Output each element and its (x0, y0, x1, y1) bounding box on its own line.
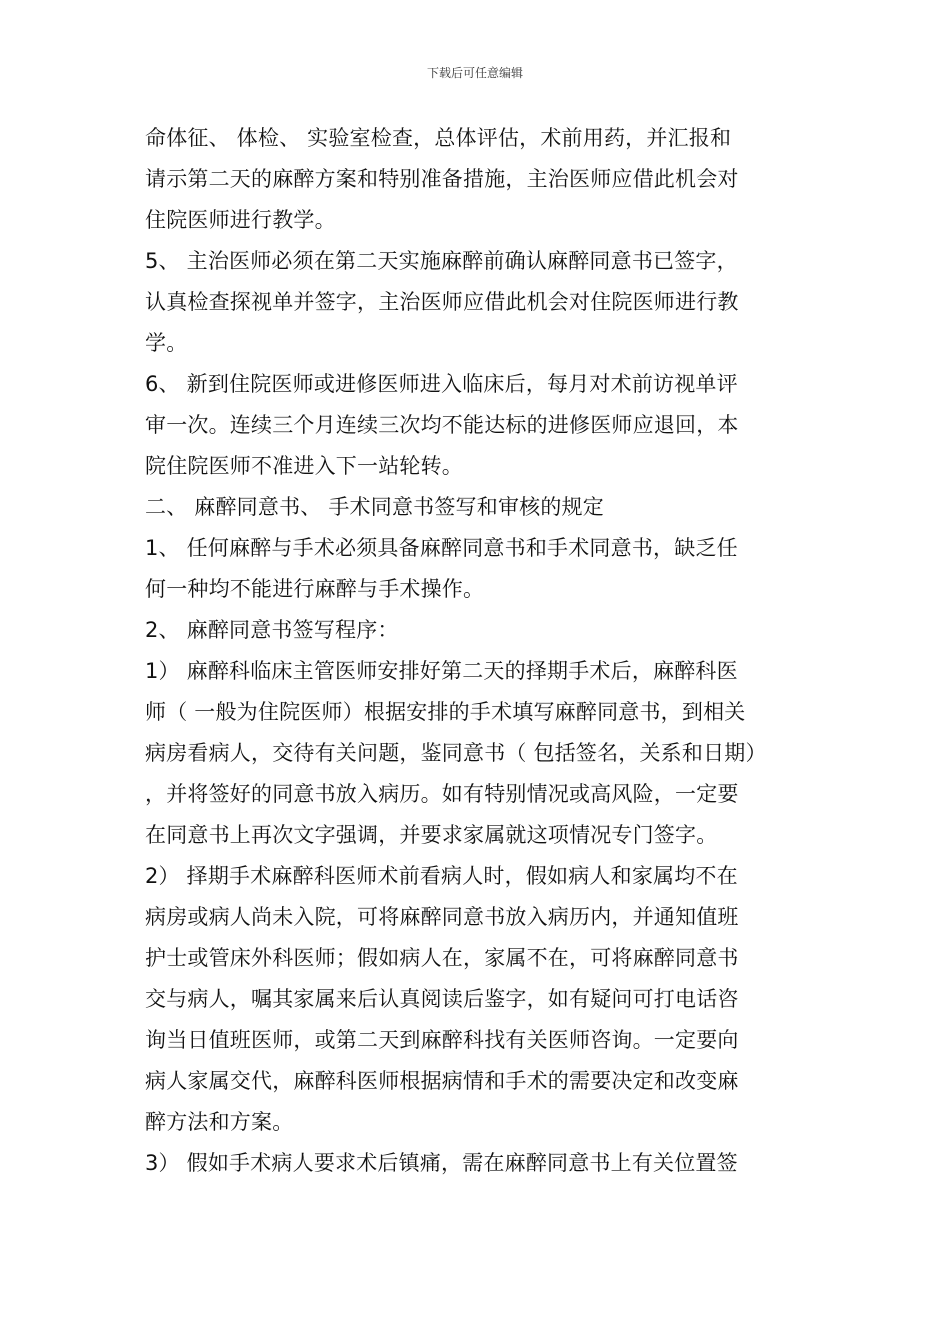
text-line: 认真检查探视单并签字，主治医师应借此机会对住院医师进行教 (145, 290, 739, 314)
text-line: 6、 新到住院医师或进修医师进入临床后，每月对术前访视单评 (145, 372, 738, 396)
text-line: 何一种均不能进行麻醉与手术操作。 (145, 577, 485, 601)
text-line: ，并将签好的同意书放入病历。如有特别情况或高风险，一定要 (145, 782, 739, 806)
text-line: 二、 麻醉同意书、 手术同意书签写和审核的规定 (145, 495, 604, 519)
text-line: 病人家属交代，麻醉科医师根据病情和手术的需要决定和改变麻 (145, 1069, 739, 1093)
text-line: 3） 假如手术病人要求术后镇痛，需在麻醉同意书上有关位置签 (145, 1151, 738, 1175)
text-line: 5、 主治医师必须在第二天实施麻醉前确认麻醉同意书已签字， (145, 249, 738, 273)
text-line: 病房看病人，交待有关问题，鉴同意书（ 包括签名，关系和日期） (145, 741, 767, 765)
text-line: 请示第二天的麻醉方案和特别准备措施，主治医师应借此机会对 (145, 167, 739, 191)
text-line: 命体征、 体检、 实验室检查，总体评估，术前用药，并汇报和 (145, 126, 732, 150)
text-line: 询当日值班医师，或第二天到麻醉科找有关医师咨询。一定要向 (145, 1028, 739, 1052)
text-line: 2） 择期手术麻醉科医师术前看病人时，假如病人和家属均不在 (145, 864, 738, 888)
text-line: 1、 任何麻醉与手术必须具备麻醉同意书和手术同意书，缺乏任 (145, 536, 738, 560)
text-line: 师（ 一般为住院医师）根据安排的手术填写麻醉同意书，到相关 (145, 700, 746, 724)
text-line: 审一次。连续三个月连续三次均不能达标的进修医师应退回，本 (145, 413, 739, 437)
text-line: 住院医师进行教学。 (145, 208, 336, 232)
text-line: 交与病人，嘱其家属来后认真阅读后鉴字，如有疑问可打电话咨 (145, 987, 739, 1011)
text-line: 1） 麻醉科临床主管医师安排好第二天的择期手术后，麻醉科医 (145, 659, 738, 683)
text-line: 醉方法和方案。 (145, 1110, 294, 1134)
document-body (145, 118, 810, 1184)
text-line: 院住院医师不准进入下一站轮转。 (145, 454, 463, 478)
text-line: 2、 麻醉同意书签写程序： (145, 618, 399, 642)
text-line: 病房或病人尚未入院，可将麻醉同意书放入病历内，并通知值班 (145, 905, 739, 929)
page-header: 下载后可任意编辑 (426, 66, 523, 80)
text-line: 学。 (145, 331, 188, 355)
text-line: 在同意书上再次文字强调，并要求家属就这项情况专门签字。 (145, 823, 718, 847)
text-line: 护士或管床外科医师；假如病人在，家属不在，可将麻醉同意书 (145, 946, 739, 970)
